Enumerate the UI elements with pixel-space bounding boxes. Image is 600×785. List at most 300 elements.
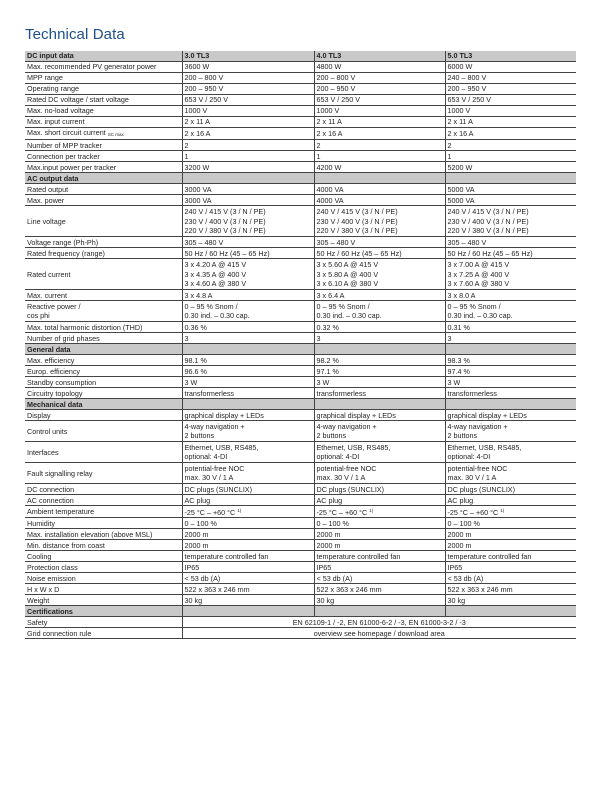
row-value (445, 73, 576, 84)
row-label (25, 617, 182, 628)
value-line (448, 279, 575, 288)
value-line (448, 311, 575, 320)
row-label (25, 117, 182, 128)
row-label (25, 463, 182, 484)
row-value (182, 518, 314, 529)
value-text: 30 kg (316, 595, 335, 605)
row-label-text: Operating range (27, 84, 79, 94)
row-value (182, 495, 314, 506)
value-line (448, 519, 575, 528)
value-line (448, 62, 575, 71)
value-line (317, 574, 443, 583)
value-line (448, 496, 575, 505)
value-text: 3 W (316, 377, 330, 387)
section-header-row (25, 606, 576, 617)
value-text: 220 V / 380 V (3 / N / PE) (184, 225, 266, 235)
row-value (182, 184, 314, 195)
row-label-text: Connection per tracker (27, 151, 100, 161)
row-label-text: Max. recommended PV generator power (27, 62, 157, 72)
table-row (25, 484, 576, 495)
value-line (317, 106, 443, 115)
value-text: AC plug (184, 495, 211, 505)
section-title: General data (25, 344, 182, 355)
row-value (445, 421, 576, 442)
value-line (185, 574, 312, 583)
row-value (314, 162, 445, 173)
row-label-text: Display (27, 410, 51, 420)
value-text: max. 30 V / 1 A (447, 473, 497, 483)
row-value (182, 463, 314, 484)
value-text: 4-way navigation + (184, 422, 245, 431)
value-line (185, 311, 312, 320)
value-text: potential-free NOC (316, 464, 377, 473)
value-text: 30 kg (184, 595, 203, 605)
value-text: 2 (184, 140, 189, 150)
value-text: 653 V / 250 V (316, 95, 361, 105)
value-text: Ethernet, USB, RS485, (184, 443, 259, 452)
row-label-text: Rated current (27, 269, 71, 279)
row-label-text: Fault signalling relay (27, 468, 93, 478)
row-label (25, 551, 182, 562)
value-line (317, 95, 443, 104)
value-line (448, 367, 575, 376)
row-label (25, 377, 182, 388)
row-label-text: Max. short circuit current (27, 128, 106, 137)
row-value (445, 355, 576, 366)
section-header-row (25, 399, 576, 410)
label-subscript: SC max (107, 132, 124, 137)
value-line (185, 552, 312, 561)
column-header (445, 344, 576, 355)
value-text: 3 x 7.00 A @ 415 V (447, 260, 510, 270)
row-label (25, 140, 182, 151)
value-superscript: 1) (369, 508, 374, 514)
table-row (25, 377, 576, 388)
value-line (185, 530, 312, 539)
row-label (25, 518, 182, 529)
table-row (25, 95, 576, 106)
value-superscript: 1) (237, 508, 242, 514)
row-value (182, 442, 314, 463)
row-value (314, 206, 445, 237)
row-value (314, 84, 445, 95)
value-text: optional: 4-DI (184, 452, 228, 462)
value-text: 200 – 950 V (316, 84, 356, 94)
row-label (25, 162, 182, 173)
row-value (182, 128, 314, 140)
row-label (25, 62, 182, 73)
row-value (445, 484, 576, 495)
row-value (445, 333, 576, 344)
row-label (25, 290, 182, 301)
row-value (445, 595, 576, 606)
row-value (182, 322, 314, 333)
value-line (448, 73, 575, 82)
row-label (25, 495, 182, 506)
value-text: transformerless (447, 388, 498, 398)
value-line (185, 62, 312, 71)
value-line (317, 291, 443, 300)
row-value (314, 551, 445, 562)
row-value (445, 584, 576, 595)
row-value (445, 366, 576, 377)
value-text: 97.1 % (316, 366, 339, 376)
value-line (448, 95, 575, 104)
table-row (25, 628, 576, 639)
row-value (314, 495, 445, 506)
row-value (182, 290, 314, 301)
row-label-text: Max. power (27, 195, 65, 205)
row-value (182, 333, 314, 344)
row-value (182, 206, 314, 237)
value-line (185, 226, 312, 235)
value-text: 1000 V (316, 106, 340, 116)
value-line (185, 356, 312, 365)
row-label (25, 529, 182, 540)
value-text: 97.4 % (447, 366, 470, 376)
value-line (448, 473, 575, 482)
row-value (445, 495, 576, 506)
value-text: 3600 W (184, 62, 210, 72)
value-text: 0 – 100 % (447, 518, 480, 528)
row-value (314, 355, 445, 366)
value-text: 2 x 11 A (316, 117, 342, 127)
value-line (448, 207, 575, 216)
value-line (317, 141, 443, 150)
value-line (185, 323, 312, 332)
value-line (448, 506, 575, 517)
value-line (185, 411, 312, 420)
value-text: 0.31 % (447, 322, 470, 332)
row-value (182, 529, 314, 540)
value-text: 1 (316, 151, 321, 161)
table-row (25, 128, 576, 140)
value-text: 50 Hz / 60 Hz (45 – 65 Hz) (184, 248, 270, 258)
value-line (448, 485, 575, 494)
row-label-text: Max. efficiency (27, 355, 75, 365)
value-line (185, 185, 312, 194)
row-label (25, 248, 182, 259)
value-line (448, 541, 575, 550)
value-text: temperature controlled fan (316, 551, 401, 561)
value-text: 200 – 950 V (184, 84, 224, 94)
row-label (25, 322, 182, 333)
column-header (182, 606, 314, 617)
row-value (314, 377, 445, 388)
row-label-text: Rated DC voltage / start voltage (27, 95, 129, 105)
row-value (445, 128, 576, 140)
value-line (448, 226, 575, 235)
value-text: 4-way navigation + (447, 422, 508, 431)
value-text: 0 – 95 % Snom / (184, 302, 238, 311)
value-text: 230 V / 400 V (3 / N / PE) (184, 216, 266, 226)
row-value (314, 540, 445, 551)
value-text: 522 x 363 x 246 mm (316, 584, 382, 594)
value-line (185, 270, 312, 279)
value-text: -25 °C – +60 °C (184, 508, 236, 518)
value-line (185, 334, 312, 343)
row-label-text: H x W x D (27, 584, 60, 594)
value-line (185, 260, 312, 269)
row-label (25, 506, 182, 518)
value-text: 3 W (184, 377, 198, 387)
row-label (25, 355, 182, 366)
value-line (448, 563, 575, 572)
value-line (448, 106, 575, 115)
row-value (314, 322, 445, 333)
row-value (314, 410, 445, 421)
column-header: 3.0 TL3 (182, 51, 314, 62)
value-text: 2000 m (316, 529, 341, 539)
value-line (448, 574, 575, 583)
value-text: 3 (184, 333, 189, 343)
row-label-text: Max. total harmonic distortion (THD) (27, 322, 143, 332)
value-line (448, 217, 575, 226)
row-value (182, 540, 314, 551)
value-text: 50 Hz / 60 Hz (45 – 65 Hz) (316, 248, 402, 258)
value-text: 4200 W (316, 162, 342, 172)
value-text: 220 V / 380 V (3 / N / PE) (316, 225, 398, 235)
value-line (317, 496, 443, 505)
row-label-text: Max. current (27, 290, 67, 300)
row-value (445, 410, 576, 421)
value-line (448, 422, 575, 431)
row-label (25, 595, 182, 606)
value-text: 1000 V (447, 106, 471, 116)
row-label-text: Number of MPP tracker (27, 140, 102, 150)
row-label-text: Rated output (27, 184, 69, 194)
row-label (25, 151, 182, 162)
value-line (185, 464, 312, 473)
value-line (317, 73, 443, 82)
table-row (25, 617, 576, 628)
row-value (314, 248, 445, 259)
value-line (448, 141, 575, 150)
row-label-text: Europ. efficiency (27, 366, 81, 376)
row-value-span: overview see homepage / download area (182, 628, 576, 639)
value-text: 4800 W (316, 62, 342, 72)
value-line (185, 95, 312, 104)
value-text: 0.30 ind. – 0.30 cap. (316, 311, 382, 321)
row-value (445, 248, 576, 259)
value-line (317, 356, 443, 365)
row-value (314, 506, 445, 518)
row-value (314, 518, 445, 529)
row-value (445, 195, 576, 206)
row-label-text: Max. installation elevation (above MSL) (27, 529, 153, 539)
row-value (182, 366, 314, 377)
value-text: 3 W (447, 377, 461, 387)
value-text: 3 x 8.0 A (447, 290, 476, 300)
row-value (445, 506, 576, 518)
value-text: 522 x 363 x 246 mm (184, 584, 250, 594)
value-line (317, 270, 443, 279)
table-row (25, 248, 576, 259)
row-label (25, 584, 182, 595)
row-value (445, 573, 576, 584)
value-text: temperature controlled fan (184, 551, 269, 561)
value-line (448, 129, 575, 138)
row-label (25, 95, 182, 106)
value-line (185, 207, 312, 216)
row-value (445, 442, 576, 463)
row-label-text: Circuitry topology (27, 388, 83, 398)
row-label-text: Control units (27, 426, 68, 436)
value-text: 2 (447, 140, 452, 150)
row-value (445, 551, 576, 562)
value-text: AC plug (316, 495, 343, 505)
row-label (25, 562, 182, 573)
table-row (25, 366, 576, 377)
table-row (25, 84, 576, 95)
value-line (317, 323, 443, 332)
value-text: 3 x 5.60 A @ 415 V (316, 260, 379, 270)
row-label (25, 484, 182, 495)
value-line (185, 106, 312, 115)
value-line (317, 389, 443, 398)
column-header (182, 173, 314, 184)
row-value (314, 484, 445, 495)
section-header-row (25, 344, 576, 355)
value-text: 3 (316, 333, 321, 343)
row-label-text: Noise emission (27, 573, 76, 583)
value-line (448, 260, 575, 269)
value-line (317, 367, 443, 376)
value-line (448, 117, 575, 126)
value-line (448, 196, 575, 205)
value-line (185, 84, 312, 93)
table-row (25, 73, 576, 84)
row-label (25, 540, 182, 551)
table-row (25, 595, 576, 606)
value-line (317, 530, 443, 539)
value-line (317, 217, 443, 226)
value-line (448, 552, 575, 561)
column-header (182, 399, 314, 410)
row-value (182, 106, 314, 117)
value-text: max. 30 V / 1 A (184, 473, 234, 483)
row-label-text: Min. distance from coast (27, 540, 105, 550)
value-line (448, 356, 575, 365)
value-text: 230 V / 400 V (3 / N / PE) (316, 216, 398, 226)
value-line (317, 334, 443, 343)
value-text: 240 V / 415 V (3 / N / PE) (316, 207, 398, 217)
row-value (182, 377, 314, 388)
value-text: 0 – 95 % Snom / (447, 302, 501, 311)
row-value (314, 117, 445, 128)
row-value (182, 388, 314, 399)
value-line (448, 249, 575, 258)
table-row (25, 495, 576, 506)
value-line (317, 311, 443, 320)
table-row (25, 322, 576, 333)
value-line (185, 496, 312, 505)
row-value (314, 151, 445, 162)
row-label-text: Standby consumption (27, 377, 97, 387)
value-line (185, 389, 312, 398)
value-text: graphical display + LEDs (316, 410, 396, 420)
value-text: 2 (316, 140, 321, 150)
column-header (445, 173, 576, 184)
value-line (448, 431, 575, 440)
row-value (314, 95, 445, 106)
row-value (182, 73, 314, 84)
value-line (317, 129, 443, 138)
value-text: 0.32 % (316, 322, 339, 332)
value-text: IP65 (184, 562, 200, 572)
value-text: 3 x 4.60 A @ 380 V (184, 278, 247, 288)
row-value (314, 388, 445, 399)
table-row (25, 184, 576, 195)
row-value (182, 506, 314, 518)
value-line (448, 530, 575, 539)
row-label (25, 366, 182, 377)
value-line (448, 291, 575, 300)
table-row (25, 551, 576, 562)
value-line (317, 464, 443, 473)
value-line (185, 422, 312, 431)
value-line (185, 443, 312, 452)
row-value (182, 562, 314, 573)
value-text: 0.36 % (184, 322, 207, 332)
row-value (182, 84, 314, 95)
value-text: optional: 4-DI (447, 452, 491, 462)
table-row (25, 151, 576, 162)
value-text: -25 °C – +60 °C (447, 508, 499, 518)
column-header (182, 344, 314, 355)
value-line (317, 552, 443, 561)
row-value (314, 184, 445, 195)
row-value (445, 184, 576, 195)
value-text: 5000 VA (447, 184, 475, 194)
value-line (185, 291, 312, 300)
page-title: Technical Data (25, 26, 125, 43)
row-value (182, 584, 314, 595)
row-value (182, 301, 314, 322)
value-text: 2 x 11 A (184, 117, 210, 127)
value-line (317, 443, 443, 452)
table-row (25, 442, 576, 463)
row-value (182, 259, 314, 290)
row-value (314, 584, 445, 595)
value-text: 200 – 950 V (447, 84, 487, 94)
row-label (25, 333, 182, 344)
value-text: 4-way navigation + (316, 422, 377, 431)
value-text: 98.1 % (184, 355, 207, 365)
row-value (182, 237, 314, 248)
value-text: DC plugs (SUNCLIX) (316, 484, 384, 494)
column-header (314, 344, 445, 355)
table-row (25, 540, 576, 551)
row-value (314, 595, 445, 606)
row-value (314, 573, 445, 584)
row-value (314, 73, 445, 84)
section-title: AC output data (25, 173, 182, 184)
value-text: 2 x 16 A (316, 129, 343, 138)
row-label-text: Ambient temperature (27, 507, 95, 517)
table-row (25, 140, 576, 151)
value-text: potential-free NOC (184, 464, 245, 473)
value-line (317, 302, 443, 311)
row-value (445, 388, 576, 399)
value-text: 50 Hz / 60 Hz (45 – 65 Hz) (447, 248, 533, 258)
value-line (448, 334, 575, 343)
row-value (445, 562, 576, 573)
value-line (185, 563, 312, 572)
row-value (314, 128, 445, 140)
value-line (185, 596, 312, 605)
table-row (25, 290, 576, 301)
